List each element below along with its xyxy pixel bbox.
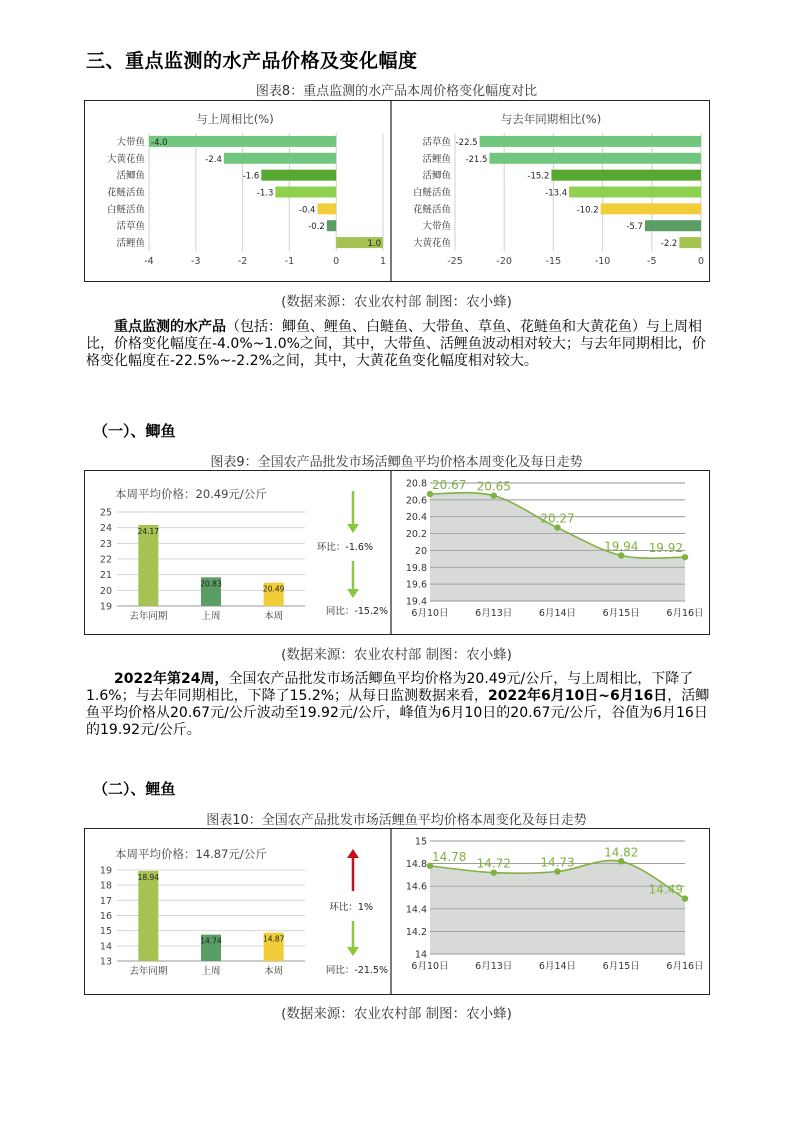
data-label: 20.83: [200, 579, 222, 589]
carp-line-chart: [406, 837, 704, 973]
y-tick-label: 20.6: [405, 495, 427, 507]
data-label: -13.4: [545, 188, 568, 199]
x-tick-label: 上周: [201, 611, 221, 622]
bar: [138, 525, 158, 606]
bar: [569, 187, 701, 198]
y-tick-label: 19.8: [405, 562, 427, 574]
figure-10-chart: [85, 829, 709, 994]
figure-8-frame: [84, 100, 710, 282]
category-label: 活草鱼: [422, 136, 451, 148]
data-label: -10.2: [576, 205, 599, 216]
bar: [261, 170, 336, 181]
data-label: 14.78: [432, 849, 467, 864]
y-tick-label: 14: [99, 941, 112, 953]
yoy-label: 同比：-21.5%: [325, 965, 388, 976]
figure-9-source: (数据来源：农业农村部 制图：农小蜂): [281, 647, 512, 663]
data-label: 20.67: [432, 477, 467, 492]
data-label: 20.27: [540, 511, 575, 526]
y-tick-label: 19.4: [405, 596, 427, 608]
x-tick-label: 6月15日: [602, 961, 640, 972]
x-tick-label: -4: [144, 256, 154, 267]
x-tick-label: -5: [647, 256, 657, 267]
crucian-heading: （一）、鲫鱼: [93, 422, 176, 440]
down-arrow-head: [347, 524, 359, 533]
data-label: 14.82: [604, 845, 639, 860]
category-label: 花鲢活鱼: [412, 204, 451, 216]
up-arrow-head: [347, 849, 359, 858]
y-tick-label: 22: [99, 554, 112, 566]
y-tick-label: 15: [99, 926, 112, 938]
y-tick-label: 14.8: [405, 859, 427, 871]
x-tick-label: -3: [191, 256, 201, 267]
data-label: 1.0: [367, 239, 381, 250]
y-tick-label: 18: [99, 880, 112, 892]
bar: [551, 170, 701, 181]
data-label: 14.74: [200, 936, 222, 946]
y-tick-label: 20: [414, 545, 427, 557]
x-tick-label: 6月16日: [666, 608, 704, 619]
x-tick-label: 6月16日: [666, 961, 704, 972]
data-label: 20.65: [476, 479, 511, 494]
data-label: 19.94: [604, 539, 639, 554]
x-tick-label: -2: [237, 256, 248, 267]
x-tick-label: -10: [594, 256, 611, 267]
category-label: 大带鱼: [422, 221, 451, 233]
x-tick-label: 6月13日: [475, 608, 513, 619]
category-label: 活草鱼: [116, 221, 145, 233]
category-label: 活鲫鱼: [116, 170, 145, 182]
bar: [149, 136, 336, 147]
x-tick-label: -15: [545, 256, 562, 267]
data-label: -5.7: [626, 222, 643, 233]
x-tick-label: 6月14日: [538, 961, 577, 972]
y-tick-label: 19: [99, 601, 112, 613]
y-tick-label: 15: [414, 836, 427, 848]
category-label: 大带鱼: [116, 136, 145, 148]
y-tick-label: 20: [99, 585, 112, 597]
data-label: -1.3: [256, 188, 274, 199]
figure-8-source: (数据来源：农业农村部 制图：农小蜂): [281, 294, 512, 310]
figure-9-frame: [84, 470, 710, 635]
x-tick-label: 0: [333, 256, 340, 267]
figure-8-caption: 图表8：重点监测的水产品本周价格变化幅度对比: [255, 84, 538, 99]
crucian-text-2: ，活鲫鱼平均价格从20.67元/公斤波动至19.92元/公斤，峰值为6月10日的20.67元/公斤，谷值为6月16日的19.92元/公斤。: [86, 688, 710, 738]
bar: [224, 153, 336, 164]
y-tick-label: 20.8: [405, 478, 427, 490]
x-tick-label: 6月10日: [411, 961, 449, 972]
chart-title: 本周平均价格：20.49元/公斤: [115, 487, 267, 501]
category-label: 花鲢活鱼: [106, 187, 145, 199]
category-label: 白鲢活鱼: [412, 187, 451, 199]
down-arrow-head: [347, 947, 359, 956]
data-label: -0.4: [298, 205, 316, 216]
bar: [275, 187, 336, 198]
data-label: -22.5: [455, 137, 478, 148]
category-label: 活鲤鱼: [116, 238, 145, 250]
figure-10-source: (数据来源：农业农村部 制图：农小蜂): [281, 1006, 512, 1022]
x-tick-label: 去年同期: [129, 611, 168, 622]
y-tick-label: 21: [99, 570, 112, 582]
yoy-label: 同比：-15.2%: [325, 606, 388, 617]
data-label: -2.2: [660, 239, 678, 250]
y-tick-label: 23: [99, 538, 112, 550]
crucian-line-chart: [406, 478, 704, 619]
bar: [489, 153, 701, 164]
bar: [601, 203, 701, 214]
x-tick-label: -20: [496, 256, 512, 267]
data-label: 19.92: [648, 541, 683, 556]
x-tick-label: 6月10日: [411, 608, 449, 619]
carp-bar-chart: [100, 847, 388, 977]
data-label: 14.72: [476, 856, 511, 871]
figure-9-caption: 图表9：全国农产品批发市场活鲫鱼平均价格本周变化及每日走势: [210, 455, 583, 470]
crucian-paragraph: [86, 671, 711, 739]
data-label: -15.2: [527, 171, 550, 182]
x-tick-label: 6月13日: [475, 961, 513, 972]
figure-9-chart: [85, 471, 709, 634]
figure-8-chart: [85, 101, 709, 281]
data-label: 14.87: [262, 934, 285, 944]
data-label: -1.6: [242, 171, 260, 182]
bar: [317, 203, 336, 214]
data-label: 14.73: [540, 855, 575, 870]
y-tick-label: 24: [99, 523, 112, 535]
x-tick-label: 6月15日: [602, 608, 640, 619]
x-tick-label: 6月14日: [538, 608, 577, 619]
chart-title: 本周平均价格：14.87元/公斤: [115, 847, 267, 861]
y-tick-label: 17: [99, 895, 112, 907]
summary-bold: 重点监测的水产品: [114, 319, 226, 335]
y-tick-label: 16: [99, 911, 112, 922]
data-label: 18.94: [137, 872, 160, 882]
crucian-bold-dates: 2022年6月10日~6月16日: [488, 688, 668, 704]
y-tick-label: 20.4: [405, 512, 427, 524]
y-tick-label: 19: [99, 865, 112, 877]
y-tick-label: 13: [99, 956, 112, 968]
wow-label: 环比：-1.6%: [316, 542, 373, 553]
y-tick-label: 14.4: [405, 904, 427, 916]
summary-text: （包括：鲫鱼、鲤鱼、白鲢鱼、大带鱼、草鱼、花鲢鱼和大黄花鱼）与上周相比，价格变化幅度在-4.0%~1.0%之间，其中，大带鱼、活鲤鱼波动相对较大；与去年同期相比，价格变化幅度在-22.5%~-2.2%之间，其中，大黄花鱼变化幅度相对较大。: [86, 319, 706, 369]
category-label: 活鲤鱼: [422, 153, 451, 165]
wow-label: 环比：1%: [329, 902, 373, 913]
x-tick-label: 本周: [264, 611, 284, 622]
figure-10-frame: [84, 828, 710, 995]
figure-10-caption: 图表10：全国农产品批发市场活鲤鱼平均价格本周变化及每日走势: [206, 813, 587, 828]
category-label: 白鲢活鱼: [106, 204, 145, 216]
yoy-bar-chart: [413, 112, 704, 267]
bar: [679, 237, 701, 248]
data-label: 20.49: [262, 584, 285, 594]
data-label: -4.0: [151, 137, 168, 148]
area-fill: [430, 493, 685, 601]
data-label: -21.5: [465, 154, 488, 165]
category-label: 大黄花鱼: [106, 153, 145, 165]
down-arrow-head: [347, 589, 359, 598]
x-tick-label: 1: [379, 256, 387, 267]
bar: [480, 136, 701, 147]
x-tick-label: 本周: [264, 966, 284, 977]
chart-title: 与上周相比(%): [196, 112, 274, 126]
y-tick-label: 14: [414, 949, 427, 961]
x-tick-label: -1: [284, 256, 295, 267]
section-heading: 三、重点监测的水产品价格及变化幅度: [86, 50, 418, 72]
bar: [138, 871, 158, 961]
category-label: 大黄花鱼: [412, 238, 451, 250]
x-tick-label: 上周: [201, 966, 221, 977]
y-tick-label: 25: [99, 507, 112, 519]
data-label: -2.4: [205, 154, 222, 165]
summary-paragraph: [86, 319, 711, 370]
carp-heading: （二）、鲤鱼: [93, 780, 176, 798]
y-tick-label: 14.6: [405, 881, 427, 893]
crucian-bold-week: 2022年第24周，: [114, 671, 229, 687]
data-label: 24.17: [137, 527, 160, 537]
bar: [327, 220, 336, 231]
y-tick-label: 14.2: [405, 926, 427, 938]
crucian-text-1: 全国农产品批发市场活鲫鱼平均价格为20.49元/公斤，与上周相比，下降了1.6%；与去年同期相比，下降了15.2%；从每日监测数据来看，: [86, 671, 694, 704]
y-tick-label: 20.2: [405, 529, 427, 541]
bar: [645, 220, 701, 231]
x-tick-label: 0: [697, 256, 705, 267]
category-label: 活鲫鱼: [422, 170, 451, 182]
data-label: -0.2: [308, 222, 325, 233]
x-tick-label: -25: [447, 256, 463, 267]
crucian-bar-chart: [100, 487, 388, 622]
data-label: 14.49: [648, 882, 683, 897]
chart-title: 与去年同期相比(%): [500, 112, 602, 126]
y-tick-label: 19.6: [405, 579, 427, 591]
wow-bar-chart: [107, 112, 386, 267]
x-tick-label: 去年同期: [129, 966, 168, 977]
